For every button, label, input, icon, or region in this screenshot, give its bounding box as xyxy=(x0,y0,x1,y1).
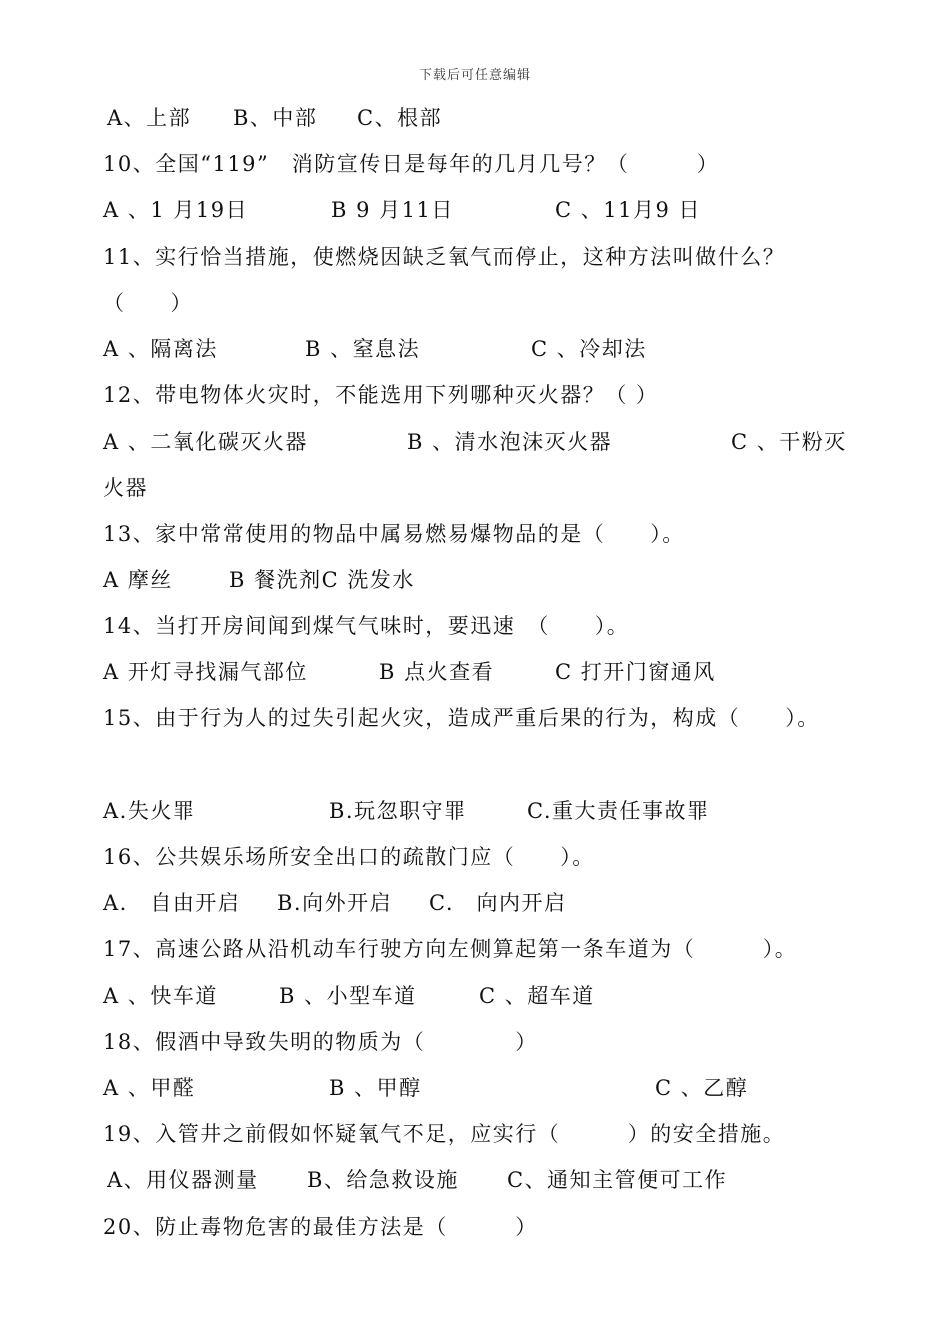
option-c: C 、超车道 xyxy=(479,984,595,1008)
option-c: C. 向内开启 xyxy=(429,891,567,915)
question-20: 20、防止毒物危害的最佳方法是（ ） xyxy=(103,1215,538,1239)
option-b: B 、清水泡沫灭火器 xyxy=(407,430,613,454)
option-c: C.重大责任事故罪 xyxy=(527,799,710,823)
option-b: B 、窒息法 xyxy=(305,337,421,361)
option-a: A 、1 月19日 xyxy=(103,198,249,222)
option-b: B、中部 xyxy=(233,106,318,130)
question-13: 13、家中常常使用的物品中属易燃易爆物品的是（ ）。 xyxy=(103,522,685,546)
option-b: B、给急救设施 xyxy=(307,1168,459,1192)
question-11-blank: （ ） xyxy=(103,291,193,315)
option-a: A 开灯寻找漏气部位 xyxy=(103,660,308,684)
option-a: A、用仪器测量 xyxy=(107,1168,259,1192)
question-10: 10、全国“119” 消防宣传日是每年的几月几号？（ ） xyxy=(103,152,720,176)
option-b: B.向外开启 xyxy=(277,891,393,915)
option-c: C、通知主管便可工作 xyxy=(507,1168,728,1192)
option-a: A 摩丝 xyxy=(103,568,173,592)
question-19: 19、入管井之前假如怀疑氧气不足，应实行（ ）的安全措施。 xyxy=(103,1122,786,1146)
option-c: C 、乙醇 xyxy=(655,1076,749,1100)
option-b: B 、甲醇 xyxy=(329,1076,422,1100)
option-a: A 、甲醛 xyxy=(103,1076,196,1100)
option-a: A、上部 xyxy=(107,106,192,130)
option-c: C 打开门窗通风 xyxy=(555,660,716,684)
question-18: 18、假酒中导致失明的物质为（ ） xyxy=(103,1030,538,1054)
option-a: A.失火罪 xyxy=(103,799,196,823)
question-11: 11、实行恰当措施，使燃烧因缺乏氧气而停止，这种方法叫做什么？ xyxy=(103,245,786,269)
option-b: B 、小型车道 xyxy=(279,984,417,1008)
question-12: 12、带电物体火灾时，不能选用下列哪种灭火器？（ ） xyxy=(103,383,659,407)
question-14: 14、当打开房间闻到煤气气味时，要迅速 （ ）。 xyxy=(103,614,630,638)
option-c: C、根部 xyxy=(357,106,443,130)
option-b: B.玩忽职守罪 xyxy=(329,799,467,823)
page-header: 下载后可任意编辑 xyxy=(418,68,531,83)
option-c: C 、干粉灭 xyxy=(731,430,847,454)
option-a: A. 自由开启 xyxy=(103,891,241,915)
question-16: 16、公共娱乐场所安全出口的疏散门应（ ）。 xyxy=(103,845,595,869)
option-a: A 、快车道 xyxy=(103,984,218,1008)
option-c: C 、冷却法 xyxy=(531,337,647,361)
question-17: 17、高速公路从沿机动车行驶方向左侧算起第一条车道为（ ）。 xyxy=(103,937,798,961)
option-b-c: B 餐洗剂C 洗发水 xyxy=(229,568,415,592)
option-c: C 、11月9 日 xyxy=(555,198,702,222)
option-b: B 9 月11日 xyxy=(331,198,454,222)
option-a: A 、二氧化碳灭火器 xyxy=(103,430,308,454)
option-a: A 、隔离法 xyxy=(103,337,218,361)
options-line-q12-cont: 火器 xyxy=(103,476,148,500)
question-15: 15、由于行为人的过失引起火灾，造成严重后果的行为，构成（ ）。 xyxy=(103,706,820,730)
option-b: B 点火查看 xyxy=(379,660,495,684)
